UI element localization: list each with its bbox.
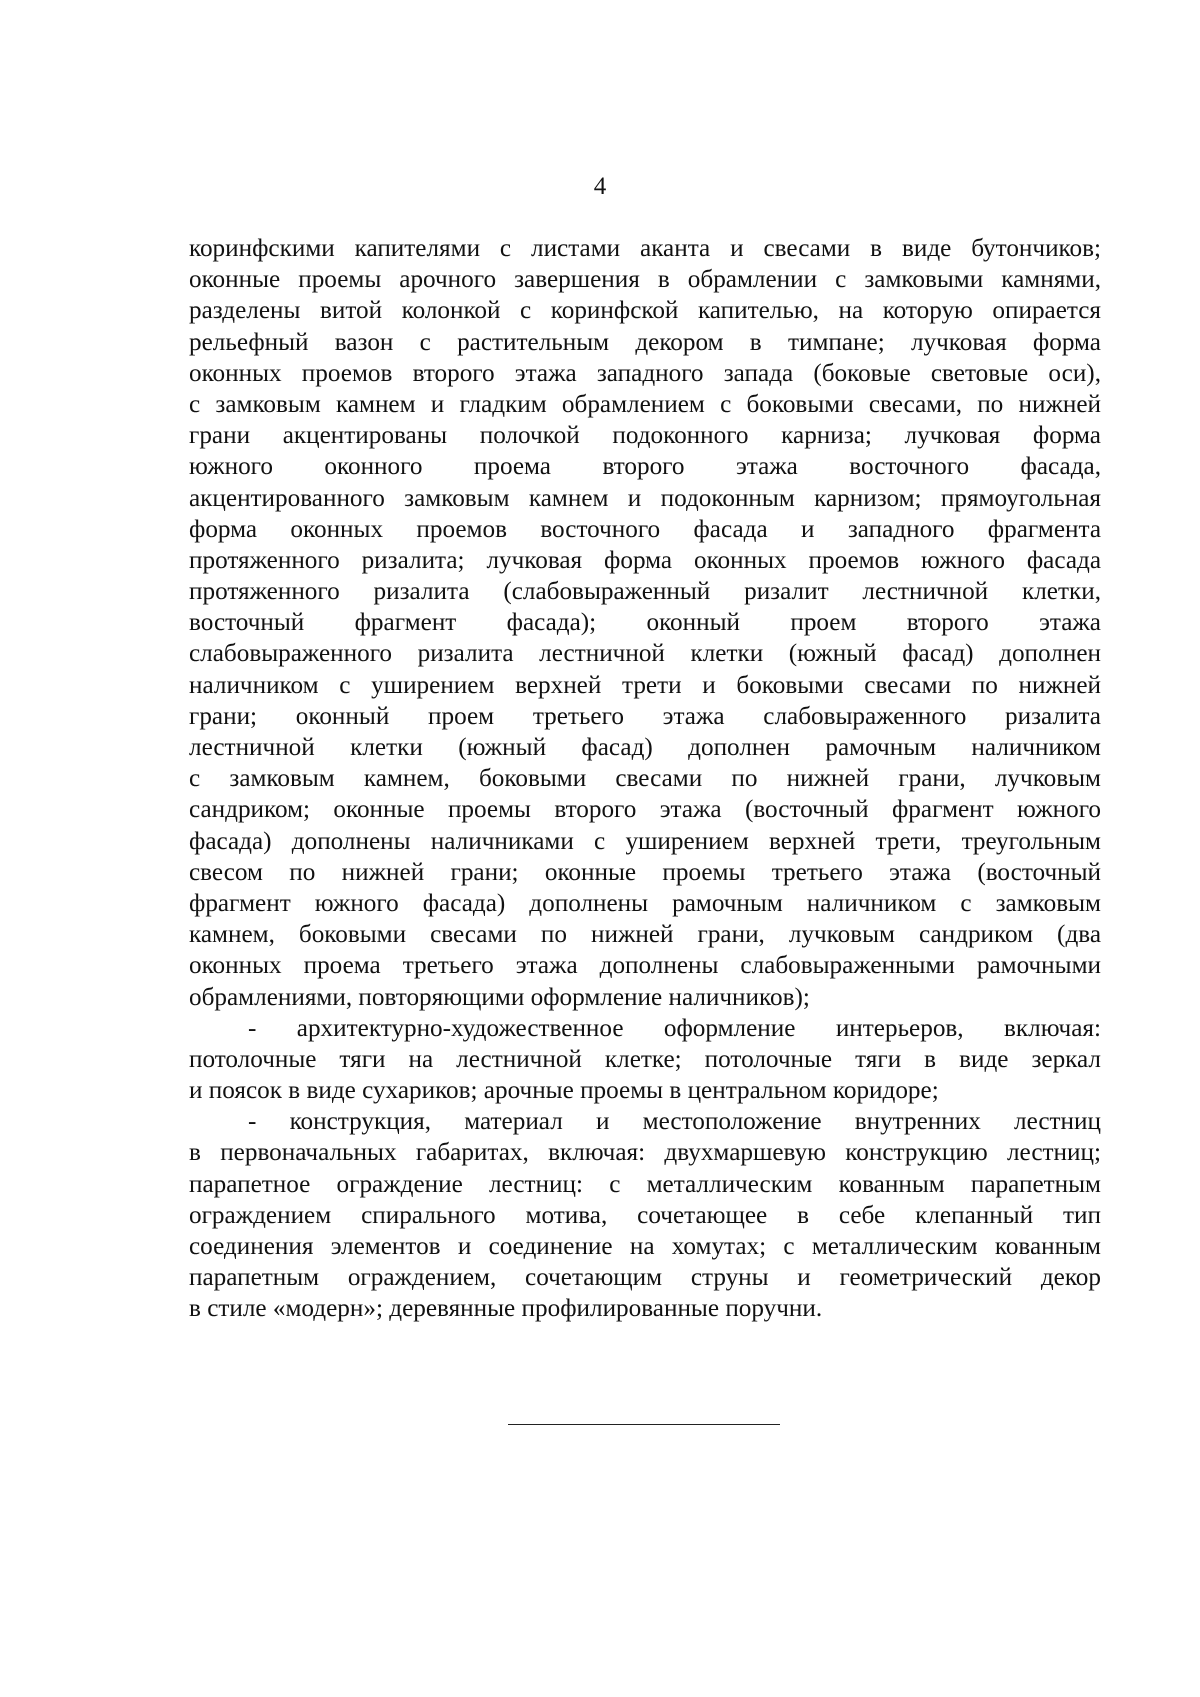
- text-line: соединения элементов и соединение на хомутах; с металлическим кованным: [189, 1233, 1101, 1260]
- text-line: протяженного ризалита (слабовыраженный ризалит лестничной клетки,: [189, 578, 1101, 606]
- text-line: свесом по нижней грани; оконные проемы третьего этажа (восточный: [189, 858, 1101, 886]
- text-line: обрамлениями, повторяющими оформление наличников);: [189, 983, 810, 1011]
- end-divider-line: [508, 1424, 780, 1425]
- page-number: 4: [593, 173, 607, 200]
- text-line: разделены витой колонкой с коринфской капителью, на которую опирается: [189, 297, 1101, 325]
- text-line: рельефный вазон с растительным декором в тимпане; лучковая форма: [189, 328, 1101, 356]
- text-line: протяженного ризалита; лучковая форма оконных проемов южного фасада: [189, 546, 1101, 574]
- text-line: коринфскими капителями с листами аканта и свесами в виде бутончиков;: [189, 235, 1101, 262]
- text-line: оконные проемы арочного завершения в обрамлении с замковыми камнями,: [189, 266, 1101, 294]
- text-line: ограждением спирального мотива, сочетающее в себе клепанный тип: [189, 1201, 1101, 1229]
- text-line: оконных проема третьего этажа дополнены слабовыраженными рамочными: [189, 952, 1101, 980]
- text-line: южного оконного проема второго этажа восточного фасада,: [189, 453, 1101, 481]
- text-line: оконных проемов второго этажа западного запада (боковые световые оси),: [189, 359, 1101, 387]
- text-line: парапетным ограждением, сочетающим струны и геометрический декор: [189, 1264, 1101, 1292]
- text-line: акцентированного замковым камнем и подоконным карнизом; прямоугольная: [189, 484, 1101, 512]
- text-line: потолочные тяги на лестничной клетке; потолочные тяги в виде зеркал: [189, 1045, 1101, 1073]
- text-line: и поясок в виде сухариков; арочные проемы в центральном коридоре;: [189, 1077, 939, 1105]
- text-line: восточный фрагмент фасада); оконный проем второго этажа: [189, 609, 1101, 637]
- text-line: наличником с уширением верхней трети и боковыми свесами по нижней: [189, 671, 1101, 699]
- text-line: фрагмент южного фасада) дополнены рамочным наличником с замковым: [189, 889, 1101, 917]
- text-line: с замковым камнем и гладким обрамлением с боковыми свесами, по нижней: [189, 390, 1101, 418]
- text-line: фасада) дополнены наличниками с уширением верхней трети, треугольным: [189, 827, 1101, 855]
- list-item-line: - конструкция, материал и местоположение внутренних лестниц: [248, 1108, 1101, 1136]
- text-line: с замковым камнем, боковыми свесами по нижней грани, лучковым: [189, 765, 1101, 793]
- text-line: слабовыраженного ризалита лестничной клетки (южный фасад) дополнен: [189, 640, 1101, 668]
- body-text: [189, 233, 1101, 1325]
- text-line: в первоначальных габаритах, включая: двухмаршевую конструкцию лестниц;: [189, 1139, 1101, 1167]
- text-line: камнем, боковыми свесами по нижней грани, лучковым сандриком (два: [189, 921, 1101, 949]
- text-line: парапетное ограждение лестниц: с металлическим кованным парапетным: [189, 1170, 1101, 1198]
- text-line: сандриком; оконные проемы второго этажа (восточный фрагмент южного: [189, 796, 1101, 824]
- text-line: грани; оконный проем третьего этажа слабовыраженного ризалита: [189, 702, 1101, 730]
- text-line: грани акцентированы полочкой подоконного карниза; лучковая форма: [189, 422, 1101, 450]
- text-line: лестничной клетки (южный фасад) дополнен рамочным наличником: [189, 734, 1101, 761]
- text-line: в стиле «модерн»; деревянные профилированные поручни.: [189, 1295, 823, 1323]
- list-item-line: - архитектурно-художественное оформление интерьеров, включая:: [248, 1014, 1101, 1042]
- text-line: форма оконных проемов восточного фасада и западного фрагмента: [189, 515, 1101, 543]
